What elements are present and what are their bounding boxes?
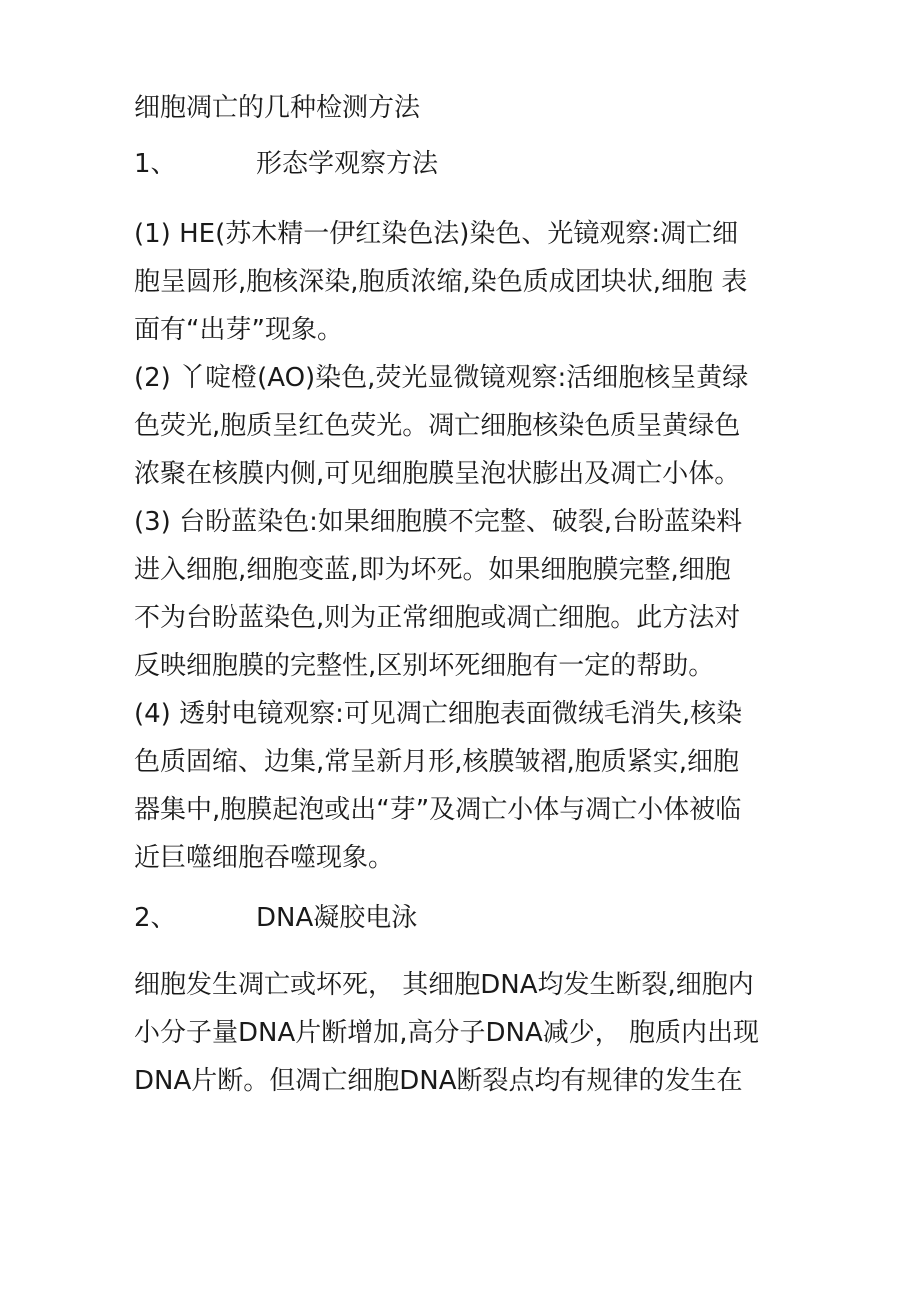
paragraph-ao-staining (134, 354, 748, 498)
text-line: (2) 丫啶橙(AO)染色,荧光显微镜观察:活细胞核呈黄绿 (134, 363, 749, 393)
text-line: (3) 台盼蓝染色:如果细胞膜不完整、破裂,台盼蓝染料 (134, 507, 743, 537)
paragraph-dna-gel (134, 961, 759, 1105)
section-title-2: DNA凝胶电泳 (256, 903, 418, 933)
text-line: 色质固缩、边集,常呈新月形,核膜皱褶,胞质紧实,细胞 (134, 747, 740, 777)
section-number-2: 2、 (134, 903, 177, 933)
text-line: 小分子量DNA片断增加,高分子DNA减少， 胞质内出现 (134, 1018, 760, 1048)
text-line: 面有“出芽”现象。 (134, 315, 343, 345)
text-line: 近巨噬细胞吞噬现象。 (134, 843, 395, 873)
section-title-1: 形态学观察方法 (256, 149, 439, 179)
document-title: 细胞凋亡的几种检测方法 (134, 93, 421, 123)
text-line: 细胞发生凋亡或坏死， 其细胞DNA均发生断裂,细胞内 (134, 970, 754, 1000)
section-heading-2 (134, 898, 417, 938)
text-line: 进入细胞,细胞变蓝,即为坏死。如果细胞膜完整,细胞 (134, 555, 731, 585)
text-line: 浓聚在核膜内侧,可见细胞膜呈泡状膨出及凋亡小体。 (134, 459, 741, 489)
text-line: DNA片断。但凋亡细胞DNA断裂点均有规律的发生在 (134, 1066, 743, 1096)
text-line: 反映细胞膜的完整性,区别坏死细胞有一定的帮助。 (134, 651, 715, 681)
text-line: 色荧光,胞质呈红色荧光。凋亡细胞核染色质呈黄绿色 (134, 411, 741, 441)
paragraph-he-staining (134, 210, 747, 354)
paragraph-trypan-blue (134, 498, 742, 690)
text-line: (4) 透射电镜观察:可见凋亡细胞表面微绒毛消失,核染 (134, 699, 743, 729)
paragraph-tem (134, 690, 742, 882)
text-line: 不为台盼蓝染色,则为正常细胞或凋亡细胞。此方法对 (134, 603, 741, 633)
section-number-1: 1、 (134, 149, 177, 179)
text-line: 器集中,胞膜起泡或出“芽”及凋亡小体与凋亡小体被临 (134, 795, 742, 825)
section-heading-1 (134, 144, 438, 184)
text-line: 胞呈圆形,胞核深染,胞质浓缩,染色质成团块状,细胞 表 (134, 267, 748, 297)
text-line: (1) HE(苏木精一伊红染色法)染色、光镜观察:凋亡细 (134, 219, 739, 249)
